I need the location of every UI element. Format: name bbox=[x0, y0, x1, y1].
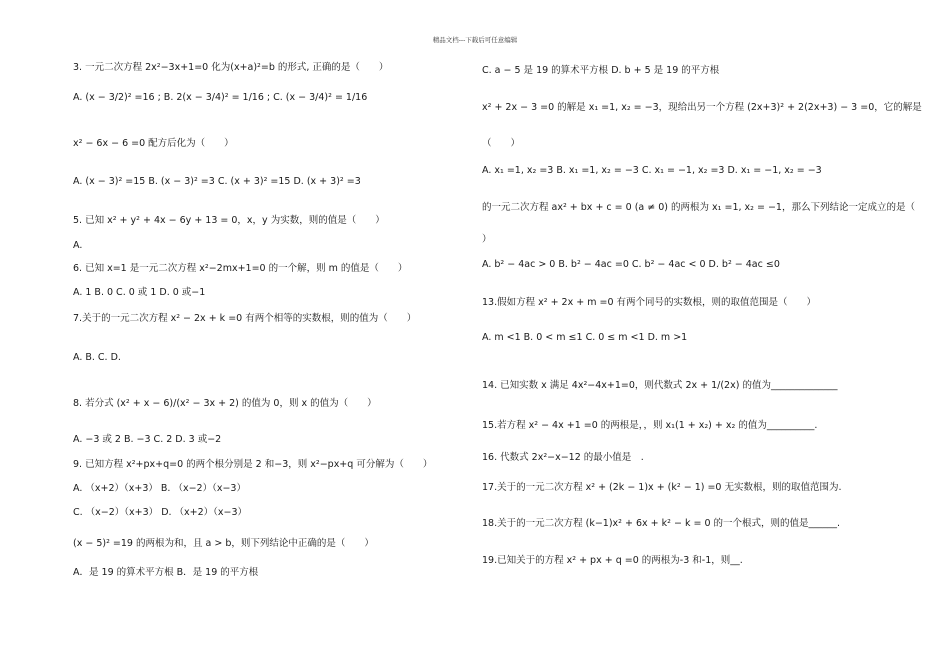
question-line-q12-b: ） bbox=[482, 234, 492, 245]
question-line-q7: 7.关于的一元二次方程 x² − 2x + k =0 有两个相等的实数根，则的值为（ ） bbox=[73, 313, 417, 324]
question-line-q15: 15.若方程 x² − 4x +1 =0 的两根是，，则 x₁(1 + x₂) + x₂ 的值为__________. bbox=[482, 420, 818, 431]
question-line-q5: 5. 已知 x² + y² + 4x − 6y + 13 = 0，x，y 为实数，则的值是（ ） bbox=[73, 215, 385, 226]
question-line-q3: 3. 一元二次方程 2x²−3x+1=0 化为(x+a)²=b 的形式, 正确的是（ ） bbox=[73, 62, 389, 73]
question-line-q12-opts: A. b² − 4ac > 0 B. b² − 4ac =0 C. b² − 4ac < 0 D. b² − 4ac ≤0 bbox=[482, 259, 780, 270]
question-line-q9: 9. 已知方程 x²+px+q=0 的两个根分别是 2 和−3，则 x²−px+q 可分解为（ ） bbox=[73, 459, 433, 470]
question-line-q10-cd: C. a − 5 是 19 的算术平方根 D. b + 5 是 19 的平方根 bbox=[482, 65, 720, 76]
page-header: 精品文档---下载后可任意编辑 bbox=[432, 36, 518, 44]
question-line-q10: (x − 5)² =19 的两根为和，且 a > b，则下列结论中正确的是（ ） bbox=[73, 538, 374, 549]
question-line-q9-cd: C. （x−2）（x+3） D. （x+2）（x−3） bbox=[73, 507, 248, 518]
question-line-q19: 19.已知关于的方程 x² + px + q =0 的两根为-3 和-1，则__. bbox=[482, 555, 743, 566]
question-line-q4: x² − 6x − 6 =0 配方后化为（ ） bbox=[73, 138, 234, 149]
question-line-q13-opts: A. m <1 B. 0 < m ≤1 C. 0 ≤ m <1 D. m >1 bbox=[482, 332, 688, 343]
question-line-q11: x² + 2x − 3 =0 的解是 x₁ =1, x₂ = −3，现给出另一个方程 (2x+3)² + 2(2x+3) − 3 =0，它的解是 bbox=[482, 102, 922, 113]
question-line-q3-opts: A. (x − 3/2)² =16 ; B. 2(x − 3/4)² = 1/16 ; C. (x − 3/4)² = 1/16 bbox=[73, 92, 368, 103]
question-line-q8: 8. 若分式 (x² + x − 6)/(x² − 3x + 2) 的值为 0，则 x 的值为（ ） bbox=[73, 398, 377, 409]
question-line-q12: 的一元二次方程 ax² + bx + c = 0 (a ≠ 0) 的两根为 x₁ =1, x₂ = −1，那么下列结论一定成立的是（ bbox=[482, 202, 915, 213]
question-line-q7-opts: A. B. C. D. bbox=[73, 352, 121, 363]
question-line-q6-opts: A. 1 B. 0 C. 0 或 1 D. 0 或−1 bbox=[73, 287, 206, 298]
question-line-q11-b: （ ） bbox=[482, 138, 521, 149]
question-line-q18: 18.关于的一元二次方程 (k−1)x² + 6x + k² − k = 0 的一个根式，则的值是______. bbox=[482, 518, 841, 529]
question-line-q17: 17.关于的一元二次方程 x² + (2k − 1)x + (k² − 1) =0 无实数根，则的取值范围为. bbox=[482, 482, 842, 493]
question-line-q14: 14. 已知实数 x 满足 4x²−4x+1=0，则代数式 2x + 1/(2x) 的值为______________ bbox=[482, 380, 838, 391]
question-line-q5-a: A. bbox=[73, 240, 83, 251]
question-line-q6: 6. 已知 x=1 是一元二次方程 x²−2mx+1=0 的一个解，则 m 的值是（ ） bbox=[73, 263, 408, 274]
question-line-q16: 16. 代数式 2x²−x−12 的最小值是 . bbox=[482, 452, 644, 463]
question-line-q9-ab: A. （x+2）（x+3） B. （x−2）（x−3） bbox=[73, 483, 246, 494]
question-line-q10-ab: A．是 19 的算术平方根 B．是 19 的平方根 bbox=[73, 567, 259, 578]
question-line-q11-opts: A. x₁ =1, x₂ =3 B. x₁ =1, x₂ = −3 C. x₁ = −1, x₂ =3 D. x₁ = −1, x₂ = −3 bbox=[482, 165, 822, 176]
question-line-q13: 13.假如方程 x² + 2x + m =0 有两个同号的实数根，则的取值范围是（ ） bbox=[482, 297, 817, 308]
question-line-q8-opts: A. −3 或 2 B. −3 C. 2 D. 3 或−2 bbox=[73, 434, 222, 445]
question-line-q4-opts: A. (x − 3)² =15 B. (x − 3)² =3 C. (x + 3)² =15 D. (x + 3)² =3 bbox=[73, 176, 361, 187]
